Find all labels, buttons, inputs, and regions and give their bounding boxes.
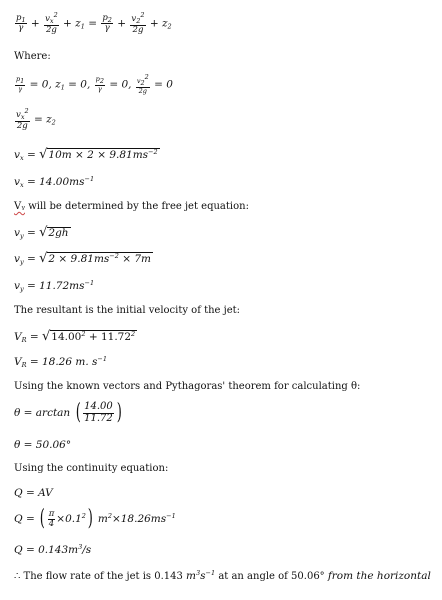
- bernoulli-equation: $\frac{p_1}{\gamma}$ + $\frac{v_x^2}{2g}$ + $z_1$ = $\frac{p_2}{\gamma}$ + $\frac{v_2^2}{2g}$ + $z_2$: [16, 11, 172, 35]
- vy-symbol: Vᵧ: [14, 201, 25, 212]
- vy-calculation: $v_y = √2 \times 9.81ms^{-2} \times 7m$: [14, 251, 152, 266]
- continuity-equation: Q = AV: [14, 487, 53, 499]
- conclusion-mid: at an angle of 50.06°: [218, 571, 325, 582]
- conclusion-prefix: ∴ The flow rate of the jet is 0.143: [14, 571, 183, 582]
- free-jet-equation: $v_y = √2gh$: [14, 225, 69, 240]
- conclusion: ∴ The flow rate of the jet is 0.143 $m^3s^{-1}$ at an angle of 50.06° from the horizontal: [14, 569, 431, 582]
- resultant-intro: The resultant is the initial velocity of the jet:: [14, 305, 241, 316]
- vy-result: $v_y = 11.72ms^{-1}$: [14, 279, 95, 293]
- vx-result: $v_x = 14.00ms^{-1}$: [14, 175, 95, 189]
- vx-calculation: $v_x = √10m \times 2 \times 9.81ms^{-2}$: [14, 147, 158, 162]
- velocity-head-equation: $\frac{v_x^2}{2g}$ = $z_2$: [16, 107, 56, 131]
- vy-intro: [14, 202, 249, 212]
- flow-calculation: Q = ( $\frac{\pi}{4}$ $\times 0.1^2$) $m^2\times 18.26ms^{-1}$: [14, 506, 176, 531]
- flow-result: $Q = 0.143m^3/s$: [14, 543, 92, 556]
- theta-calculation: θ = arctan ( $\frac{14.00}{11.72}$ ): [14, 400, 122, 425]
- continuity-intro: Using the continuity equation:: [14, 463, 169, 474]
- theta-intro: Using the known vectors and Pythagoras' theorem for calculating θ:: [14, 381, 361, 392]
- resultant-result: $V_R = 18.26$ m. $s^{-1}$: [14, 355, 107, 369]
- resultant-calculation: $V_R = √14.00^2 + 11.72^2$: [14, 329, 136, 344]
- boundary-conditions: $\frac{p1}{\gamma}$ = 0, $z_1 = 0$, $\frac{p2}{\gamma}$ = 0, $\frac{v22}{2g}$ = 0: [16, 73, 173, 95]
- where-label: Where:: [14, 51, 51, 62]
- conclusion-suffix: from the horizontal: [327, 570, 431, 582]
- vy-intro-text: will be determined by the free jet equation:: [28, 201, 249, 212]
- theta-result: θ = 50.06°: [14, 439, 72, 451]
